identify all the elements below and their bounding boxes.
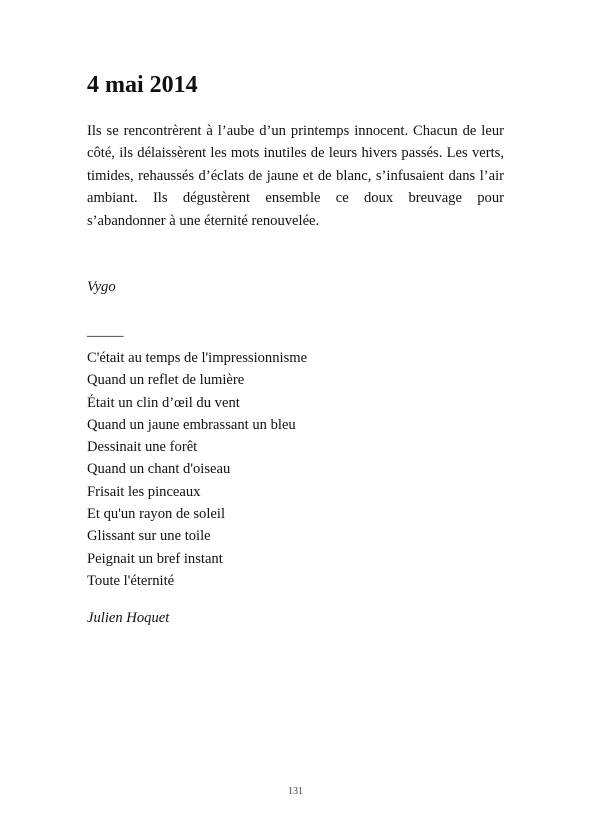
poem-line: Et qu'un rayon de soleil [87,506,225,523]
prose-paragraph: Ils se rencontrèrent à l’aube d’un printemps innocent. Chacun de leur côté, ils délaissèrent les mots inutiles de leurs hivers passés. Les verts, timides, rehaussés d’éclats de jaune et de blanc, s’infusaient dans l’air ambiant. Ils dégustèrent ensemble ce doux breuvage pour s’abandonner à une éternité renouvelée. [87,123,504,229]
poem-line: C'était au temps de l'impressionnisme [87,350,308,366]
poem-line: Frisait les pinceaux [87,483,201,500]
section-separator: _____ [87,323,124,339]
poem-line: Quand un chant d'oiseau [87,461,231,478]
poem-line: Quand un jaune embrassant un bleu [87,416,296,433]
poem-line: Dessinait une forêt [87,439,198,456]
page-number: 131 [288,786,303,797]
poem [87,347,307,592]
poem-line: Quand un reflet de lumière [87,372,245,389]
author-signature-julien-hoquet: Julien Hoquet [87,610,170,626]
poem-line: Toute l'éternité [87,572,175,589]
poem-line: Était un clin d’œil du vent [87,394,240,411]
poem-line: Glissant sur une toile [87,528,211,545]
author-signature-vygo: Vygo [87,279,116,295]
poem-line: Peignait un bref instant [87,550,223,567]
page-title: 4 mai 2014 [87,72,198,98]
